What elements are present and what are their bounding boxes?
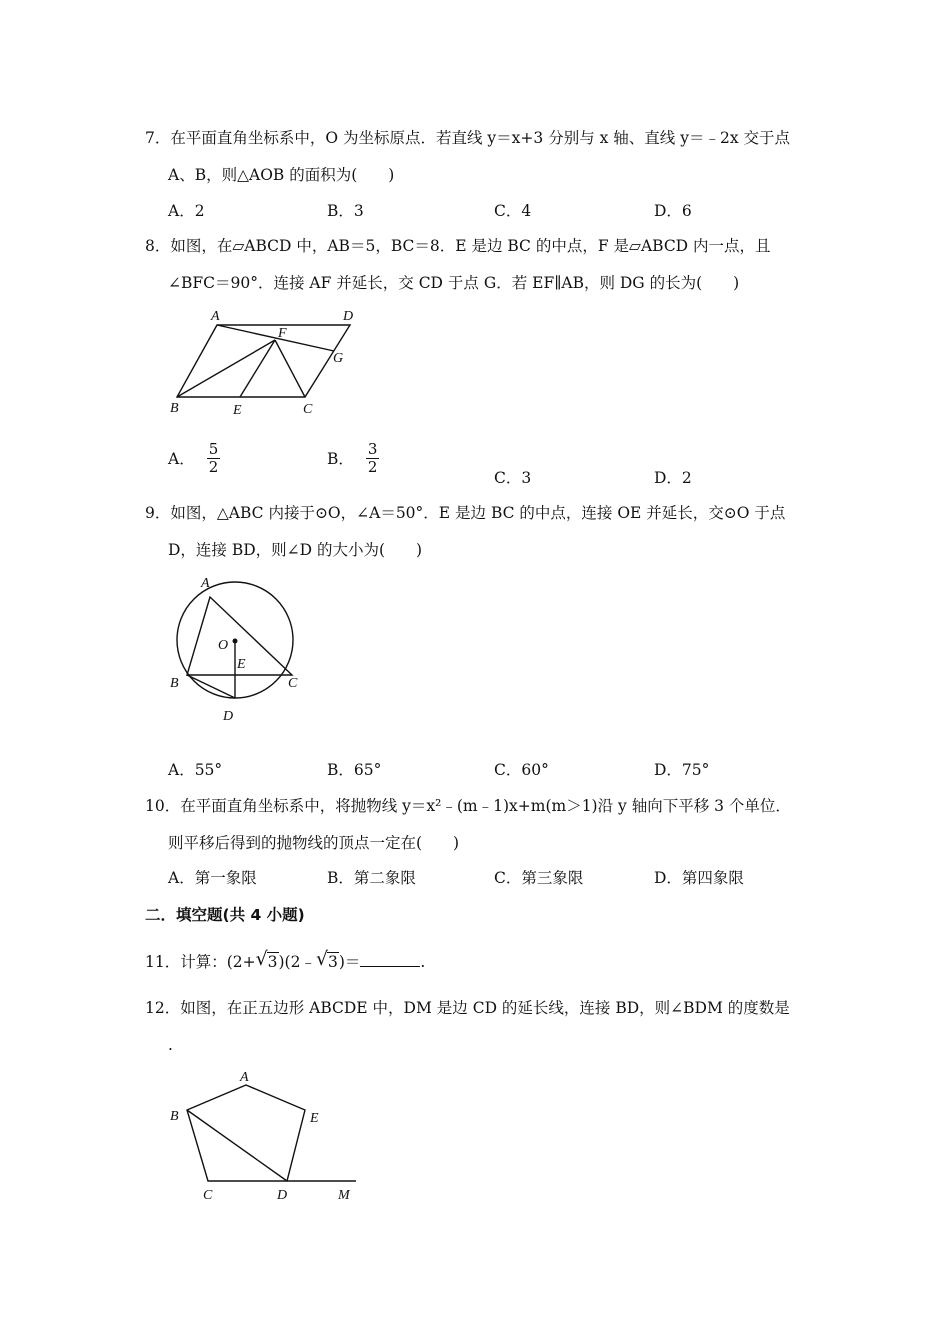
q12-line2: . — [168, 1036, 173, 1054]
q12-line1: 12．如图，在正五边形 ABCDE 中，DM 是边 CD 的延长线，连接 BD，则∠BDM 的度数是 — [145, 999, 790, 1017]
q11-sqrt-1 — [257, 952, 279, 972]
q10-option-b: B．第二象限 — [327, 869, 416, 887]
q8-option-d: D．2 — [654, 469, 692, 487]
line-bd — [187, 1110, 287, 1181]
q8-label-b: B — [170, 401, 179, 416]
fraction-denominator: 2 — [208, 458, 219, 476]
q9-option-a: A．55° — [168, 761, 223, 779]
q8-option-b — [327, 441, 379, 476]
q8-option-b-fraction — [366, 441, 380, 476]
q8-option-a-fraction — [207, 441, 221, 476]
q8-option-c: C．3 — [494, 469, 532, 487]
q10-option-c: C．第三象限 — [494, 869, 584, 887]
q8-line2: ∠BFC＝90°．连接 AF 并延长，交 CD 于点 G．若 EF∥AB，则 DG 的长为( ) — [168, 274, 740, 292]
fraction-denominator: 2 — [367, 458, 378, 476]
q9-line2: D，连接 BD，则∠D 的大小为( ) — [168, 541, 423, 559]
q7-option-b: B．3 — [327, 202, 364, 220]
q10-line2: 则平移后得到的抛物线的顶点一定在( ) — [168, 834, 460, 852]
q8-label-a: A — [211, 309, 220, 324]
q11-suffix: )＝ — [338, 953, 361, 971]
q11-line — [145, 952, 425, 972]
q8-option-a — [168, 441, 220, 476]
q8-line1: 8．如图，在▱ABCD 中，AB＝5，BC＝8．E 是边 BC 的中点，F 是▱ABCD 内一点，且 — [145, 237, 771, 255]
fraction-numerator: 3 — [367, 440, 378, 458]
q12-label-e: E — [310, 1111, 319, 1126]
q9-line1: 9．如图，△ABC 内接于⊙O，∠A＝50°．E 是边 BC 的中点，连接 OE 并延长，交⊙O 于点 — [145, 504, 786, 522]
q9-option-d: D．75° — [654, 761, 710, 779]
q8-label-d: D — [343, 309, 354, 324]
q12-label-d: D — [277, 1188, 288, 1203]
q8-label-c: C — [303, 402, 313, 417]
q10-option-d: D．第四象限 — [654, 869, 744, 887]
q9-label-e: E — [237, 657, 246, 672]
q9-label-a: A — [201, 576, 210, 591]
q9-option-b: B．65° — [327, 761, 382, 779]
q12-label-a: A — [240, 1070, 249, 1085]
q10-option-a: A．第一象限 — [168, 869, 257, 887]
q12-label-m: M — [338, 1188, 350, 1203]
q12-label-b: B — [170, 1109, 179, 1124]
q7-option-a: A．2 — [168, 202, 205, 220]
center-point-o — [233, 639, 238, 644]
pentagon-abcde — [187, 1085, 305, 1181]
line-ef — [240, 340, 275, 397]
q9-label-c: C — [288, 676, 298, 691]
q11-sqrt-2 — [317, 952, 339, 972]
q11-radicand-2: 3 — [327, 953, 338, 971]
q8-label-f: F — [278, 326, 287, 341]
line-bf — [177, 340, 275, 397]
q9-circle-figure — [160, 570, 310, 730]
q9-option-c: C．60° — [494, 761, 549, 779]
q8-label-g: G — [333, 351, 344, 366]
q7-line1: 7．在平面直角坐标系中，O 为坐标原点．若直线 y＝x+3 分别与 x 轴、直线 y＝﹣2x 交于点 — [145, 129, 791, 147]
q11-end: . — [420, 953, 426, 971]
q8-label-e: E — [233, 403, 242, 418]
q11-answer-blank — [360, 952, 420, 967]
q12-pentagon-figure — [160, 1065, 370, 1210]
line-fc — [275, 340, 305, 397]
q9-label-b: B — [170, 676, 179, 691]
q8-parallelogram-figure — [160, 300, 370, 425]
q7-line2: A、B，则△AOB 的面积为( ) — [168, 166, 395, 184]
line-ag — [217, 325, 334, 351]
q8-option-b-label: B． — [327, 449, 354, 468]
q11-middle: )(2﹣ — [278, 953, 316, 971]
q8-option-a-label: A． — [168, 449, 195, 468]
fraction-numerator: 5 — [208, 440, 219, 458]
q11-radicand-1: 3 — [267, 953, 278, 971]
q7-option-c: C．4 — [494, 202, 532, 220]
q7-option-d: D．6 — [654, 202, 692, 220]
q9-label-o: O — [218, 638, 229, 653]
q9-label-d: D — [223, 709, 234, 724]
section-heading: 二．填空题(共 4 小题) — [145, 906, 305, 924]
q10-line1: 10．在平面直角坐标系中，将抛物线 y＝x²﹣(m﹣1)x+m(m＞1)沿 y 轴向下平移 3 个单位． — [145, 797, 791, 815]
q11-prefix: 11．计算：(2+ — [145, 953, 256, 971]
line-bd — [187, 675, 235, 698]
q12-label-c: C — [203, 1188, 213, 1203]
